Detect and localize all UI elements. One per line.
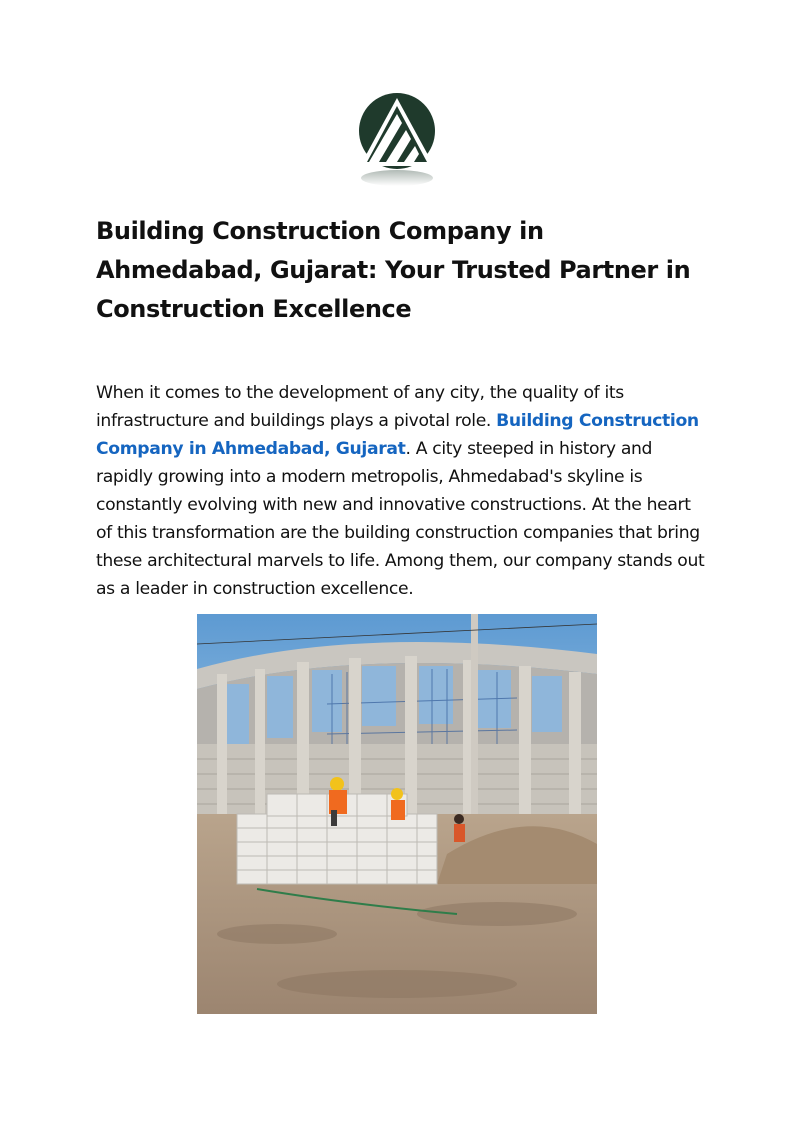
paragraph-rest-text: . A city steeped in history and rapidly growing into a modern metropolis, Ahmedabad's skyline is constantly evolving with new and innovative constructions. At the heart of this transformation are the building construction companies that bring these architectural marvels to life. Among them, our company stands out as a leader in construction excellence.: [96, 439, 705, 599]
intro-paragraph: [96, 379, 708, 603]
company-logo: [355, 92, 439, 188]
company-link[interactable]: Building Construction Company in Ahmedabad, Gujarat: [96, 411, 699, 459]
triangle-logo-icon: [355, 92, 439, 188]
construction-site-photo: [197, 614, 597, 1014]
paragraph-intro-text: When it comes to the development of any city, the quality of its infrastructure and buildings plays a pivotal role.: [96, 383, 624, 431]
construction-photo: [197, 614, 597, 1014]
page-title: Building Construction Company in Ahmedabad, Gujarat: Your Trusted Partner in Construction Excellence: [96, 217, 691, 323]
